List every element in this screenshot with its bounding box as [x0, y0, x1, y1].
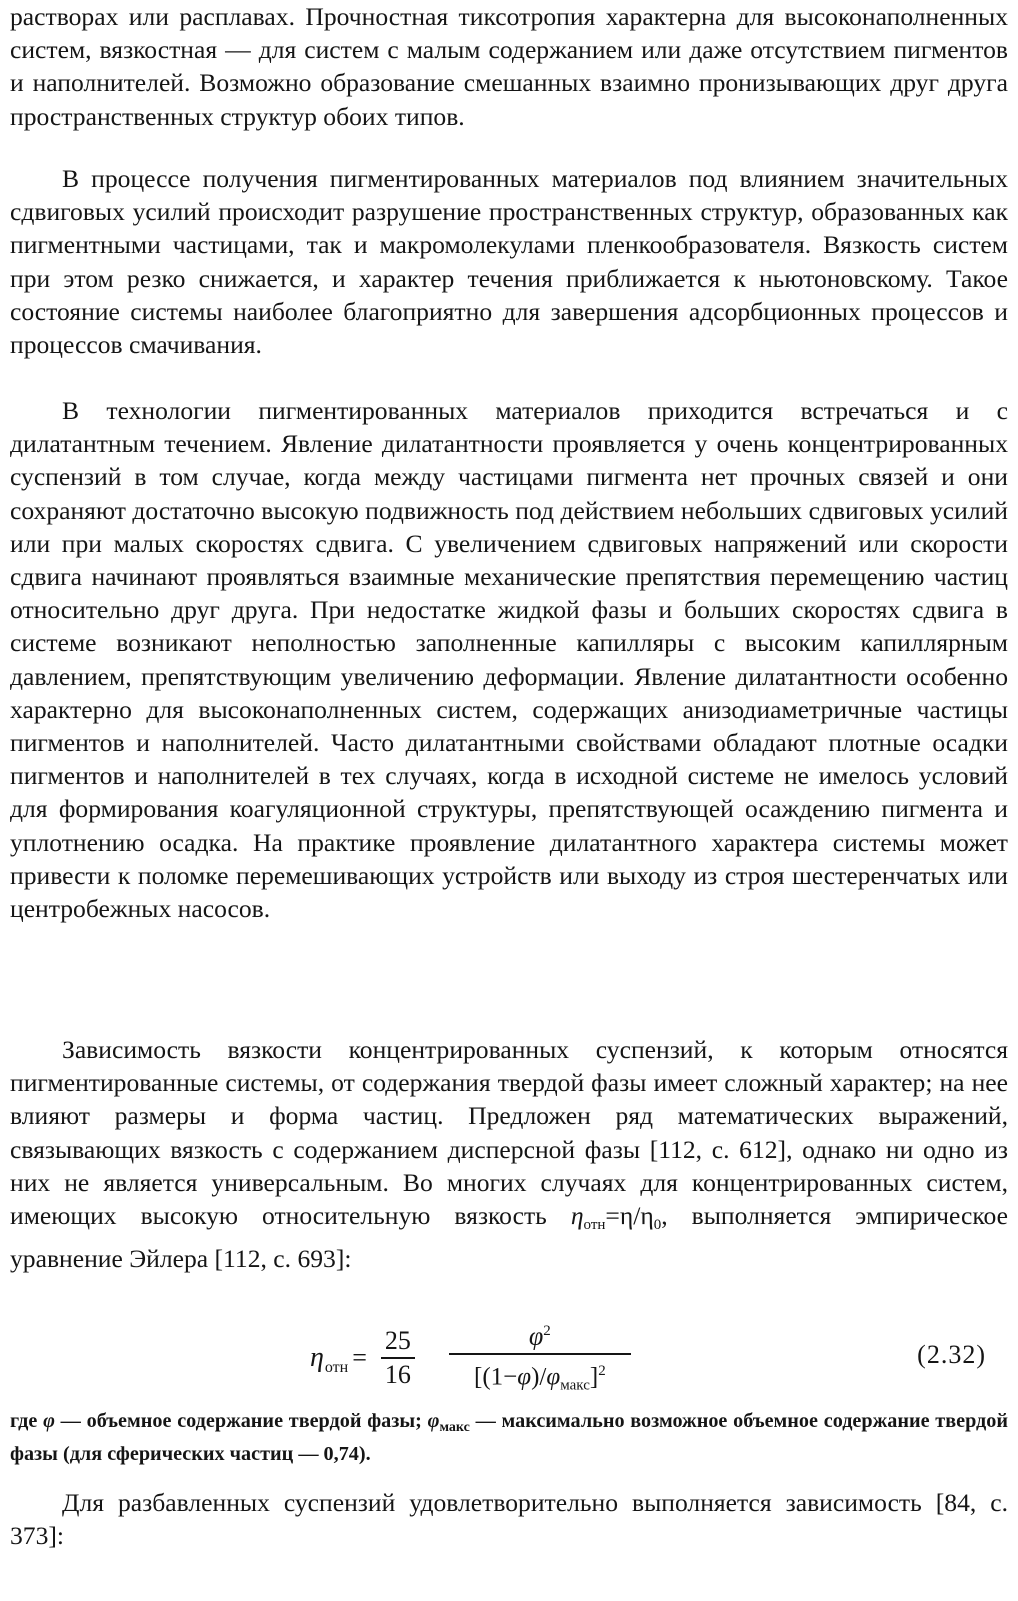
inline-eta-ratio: =η/η [605, 1201, 654, 1231]
inline-eta-zero-subscript: 0 [653, 1217, 662, 1234]
equation-eta-symbol: η [310, 1342, 324, 1373]
legend-definition-phi-max: — максимально возможное объемное содержание твердой фазы (для сферических частиц — 0,74). [10, 1410, 1008, 1465]
paragraph-viscosity-dependence [10, 1033, 1008, 1275]
legend-phi-max-symbol: φ [427, 1410, 440, 1432]
exponent: 2 [598, 1362, 606, 1379]
bracket-open: [(1− [474, 1363, 518, 1390]
phi-symbol: φ [528, 1321, 544, 1351]
equation-euler [10, 1318, 1008, 1398]
legend-phi-max-subscript: макс [439, 1420, 470, 1435]
legend-where: где [10, 1410, 44, 1432]
legend-definition-phi: — объемное содержание твердой фазы; [54, 1410, 428, 1432]
equation-body [310, 1318, 639, 1398]
paragraph-thixotropy [10, 0, 1008, 133]
paragraph-text: В процессе получения пигментированных материалов под влиянием значительных сдвиговых усилий происходит разрушение пространственных структур, образованных как пигментными частицами, так и макромолекулами пленкообразователя. Вязкость систем при этом резко снижается, и характер течения приближается к ньютоновскому. Такое состояние системы наиболее благоприятно для завершения адсорбционных процессов и процессов смачивания. [10, 164, 1008, 360]
equation-lhs [310, 1342, 348, 1374]
fraction-numerator [449, 1315, 631, 1355]
division-part: )/ [531, 1363, 547, 1390]
paragraph-text: В технологии пигментированных материалов приходится встречаться и с дилатантным течением. Явление дилатантности проявляется у очень концентрированных суспензий в том случае, когда между частицами пигмента нет прочных связей и они сохраняют достаточно высокую подвижность под действием небольших сдвиговых усилий или при малых скоростях сдвига. С увеличением сдвиговых напряжений или скорости сдвига начинают проявляться взаимные механические препятствия перемещению частиц относительно друг друга. При недостатке жидкой фазы и больших скоростях сдвига в системе возникают неполностью заполненные капилляры с высоким капиллярным давлением, препятствующим увеличению деформации. Явление дилатантности особенно характерно для высоконаполненных систем, содержащих анизодиаметричные частицы пигментов и наполнителей. Часто дилатантными свойствами обладают плотные осадки пигментов и наполнителей в тех случаях, когда в исходной системе не имелось условий для формирования коагуляционной структуры, препятствующей осаждению пигмента и уплотнению осадка. На практике проявление дилатантного характера системы может привести к поломке перемешивающих устройств или выходу из строя шестеренчатых или центробежных насосов. [10, 396, 1008, 924]
paragraph-text: растворах или расплавах. Прочностная тиксотропия характерна для высоконаполненных систем, вязкостная — для систем с малым содержанием или даже отсутствием пигментов и наполнителей. Возможно образование смешанных взаимно пронизывающих друг друга пространственных структур обоих типов. [10, 2, 1008, 131]
fraction-numerator: 25 [381, 1325, 415, 1359]
phi-max-subscript: макс [560, 1377, 590, 1393]
fraction-denominator: 16 [384, 1360, 411, 1389]
phi-max-symbol: φ [546, 1363, 561, 1390]
equation-eta-subscript: отн [324, 1359, 349, 1376]
equation-equals-sign: = [352, 1343, 367, 1372]
exponent: 2 [543, 1323, 551, 1340]
equation-fraction-constant [381, 1325, 415, 1391]
paragraph-text-continued: , выполняется эмпирическое уравнение Эйлера [112, с. 693]: [10, 1201, 1008, 1274]
equation-legend [10, 1408, 1008, 1467]
phi-symbol: φ [517, 1363, 532, 1390]
legend-phi-symbol: φ [43, 1410, 55, 1432]
paragraph-text: Зависимость вязкости концентрированных суспензий, к которым относятся пигментированные системы, от содержания твердой фазы имеет сложный характер; на нее влияют размеры и форма частиц. Предложен ряд математических выражений, связывающих вязкость с содержанием дисперсной фазы [112, с. 612], однако ни одно из них не является универсальным. Во многих случаях для концентрированных систем, имеющих высокую относительную вязкость [10, 1035, 1008, 1231]
equation-fraction-phi [449, 1315, 631, 1401]
paragraph-dilatancy [10, 394, 1008, 925]
paragraph-shear-destruction [10, 162, 1008, 361]
paragraph-dilute-suspensions [10, 1486, 1008, 1552]
inline-eta-symbol: η [570, 1201, 584, 1231]
paragraph-text: Для разбавленных суспензий удовлетворительно выполняется зависимость [84, с. 373]: [10, 1488, 1008, 1551]
inline-eta-subscript: отн [583, 1217, 606, 1234]
bracket-close: ] [589, 1363, 599, 1390]
equation-number: (2.32) [917, 1340, 986, 1369]
fraction-denominator [470, 1355, 610, 1401]
